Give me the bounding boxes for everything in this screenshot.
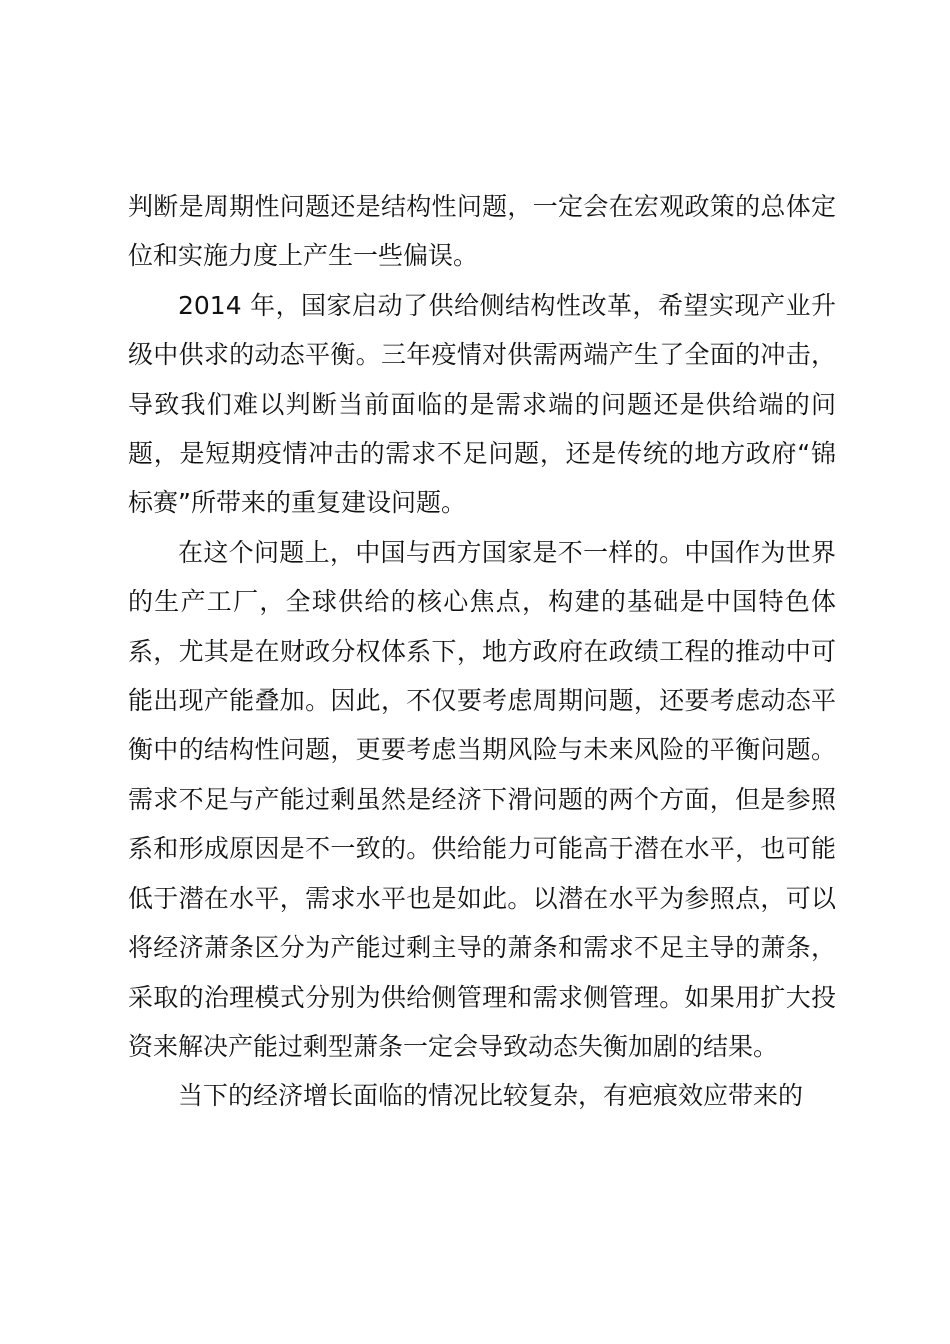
paragraph-3: 在这个问题上，中国与西方国家是不一样的。中国作为世界的生产工厂，全球供给的核心焦点，构建的基础是中国特色体系，尤其是在财政分权体系下，地方政府在政绩工程的推动中可能出现产能叠加。因此，不仅要考虑周期问题，还要考虑动态平衡中的结构性问题，更要考虑当期风险与未来风险的平衡问题。需求不足与产能过剩虽然是经济下滑问题的两个方面，但是参照系和形成原因是不一致的。供给能力可能高于潜在水平，也可能低于潜在水平，需求水平也是如此。以潜在水平为参照点，可以将经济萧条区分为产能过剩主导的萧条和需求不足主导的萧条，采取的治理模式分别为供给侧管理和需求侧管理。如果用扩大投资来解决产能过剩型萧条一定会导致动态失衡加剧的结果。 [128,537,836,1061]
paragraph-4: 当下的经济增长面临的情况比较复杂，有疤痕效应带来的 [178,1081,804,1111]
paragraph-1: 判断是周期性问题还是结构性问题，一定会在宏观政策的总体定位和实施力度上产生一些偏误。 [128,192,836,271]
paragraph-2: 2014 年，国家启动了供给侧结构性改革，希望实现产业升级中供求的动态平衡。三年疫情对供需两端产生了全面的冲击，导致我们难以判断当前面临的是需求端的问题还是供给端的问题，是短期疫情冲击的需求不足问题，还是传统的地方政府“锦标赛”所带来的重复建设问题。 [128,290,836,518]
document-body [128,182,836,1121]
